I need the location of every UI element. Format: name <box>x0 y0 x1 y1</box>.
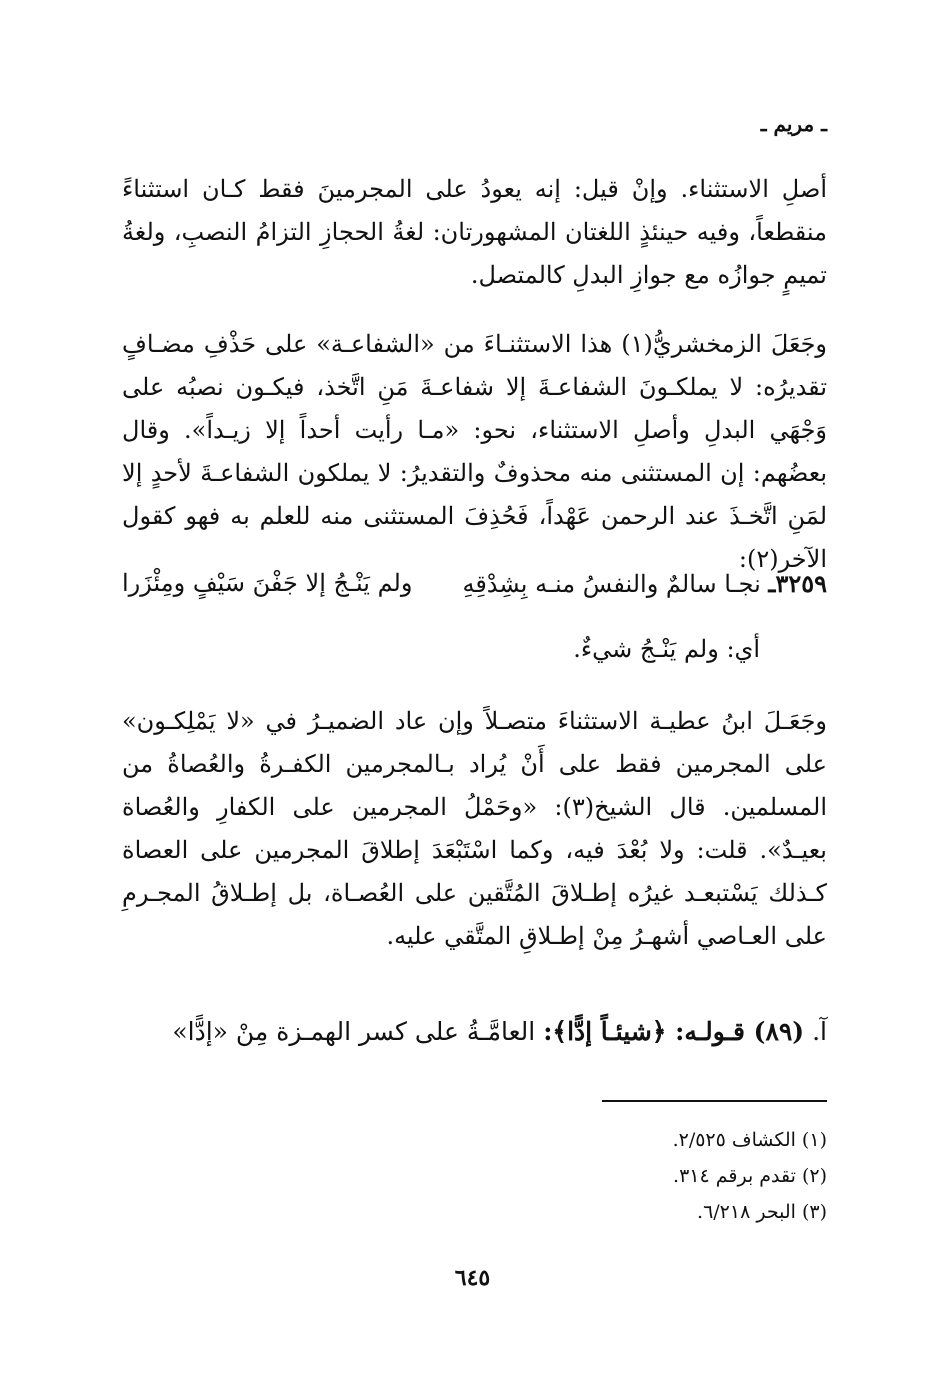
verse-first-hemistich: نجـا سالمٌ والنفسُ منـه بِشِدْقِهِ <box>462 570 761 598</box>
verse-marker: آ. <box>812 1017 827 1046</box>
verse-number: ٣٢٥٩ـ <box>768 569 827 598</box>
running-header: ـ مريم ـ <box>760 112 827 136</box>
paragraph-2: وجَعَلَ الزمخشريُّ(١) هذا الاستثنـاءَ من «الشفاعـة» على حَذْفِ مضـافٍ تقديرُه: لا يملكـونَ الشفاعـةَ إلا شفاعـةَ مَنِ اتَّخذ، فيكـون نصبُه على وَجْهَي البدلِ وأصلِ الاستثناء، نحو: «مـا رأيت أحداً إلا زيـداً». وقال بعضُهم: إن المستثنى منه محذوفٌ والتقديرُ: لا يملكون الشفاعـةَ لأحدٍ إلا لمَنِ اتَّخـذَ عند الرحمن عَهْداً، فَحُذِفَ المستثنى منه للعلم به فهو كقول الآخر(٢): <box>122 330 828 573</box>
page-number: ٦٤٥ <box>454 1265 491 1291</box>
paragraph-1: أصلِ الاستثناء. وإنْ قيل: إنه يعودُ على المجرمينَ فقط كـان استثناءً منقطعاً، وفيه حينئذٍ اللغتان المشهورتان: لغةُ الحجازِ التزامُ النصبِ، ولغةُ تميمٍ جوازُه مع جوازِ البدلِ كالمتصل. <box>122 175 827 289</box>
commentary-start: العامَّـةُ على كسر الهمـزة مِنْ «إدًّا» <box>172 1017 536 1046</box>
quran-quote: (٨٩) قـولـه: ﴿شيئـاً إدًّا﴾: <box>543 1017 805 1046</box>
footnote-divider <box>602 1100 827 1102</box>
paragraph-4 <box>122 1010 827 1053</box>
footnote-3: (٣) البحر ٦/٢١٨. <box>697 1201 827 1223</box>
verse-gloss: أي: ولم يَنْـجُ شيءٌ. <box>573 635 760 663</box>
footnote-1: (١) الكشاف ٢/٥٢٥. <box>672 1129 827 1151</box>
verse-second-hemistich: ولم يَنْـجُ إلا جَفْنَ سَيْفٍ ومِئْزَرا <box>122 569 413 597</box>
footnote-2: (٢) تقدم برقم ٣١٤. <box>673 1165 827 1187</box>
footnotes <box>673 1122 827 1230</box>
paragraph-3: وجَعَـلَ ابنُ عطيـة الاستثناءَ متصـلاً وإن عاد الضميـرُ في «لا يَمْلِكـون» على المجرمين فقط على أَنْ يُراد بـالمجرمين الكفـرةُ والعُصاةُ من المسلمين. قال الشيخ(٣): «وحَمْلُ المجرمين على الكفارِ والعُصاة بعيـدٌ». قلت: ولا بُعْدَ فيه، وكما اسْتَبْعَدَ إطلاقَ المجرمين على العصاة كـذلك يَسْتبعـد غيرُه إطـلاقَ المُتَّقين على العُصـاة، بل إطـلاقُ المجـرمِ على العـاصي أشهـرُ مِنْ إطـلاقِ المتَّقي عليه. <box>122 707 827 950</box>
poetry-verse <box>122 562 827 606</box>
